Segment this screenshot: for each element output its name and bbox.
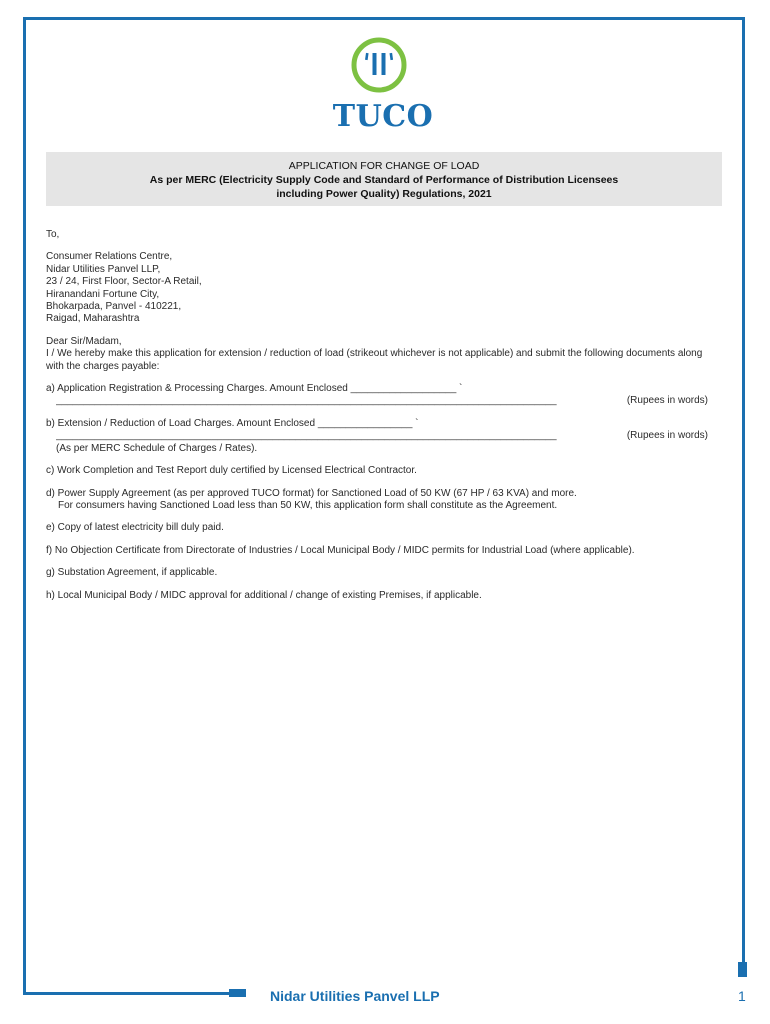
address-to: To,: [46, 229, 60, 240]
form-subtitle-line2: including Power Quality) Regulations, 2021: [276, 188, 492, 200]
item-b-note: (As per MERC Schedule of Charges / Rates).: [56, 442, 258, 454]
intro-text: I / We hereby make this application for extension / reduction of load (strikeout whichever is not applicable) and submit the following documents along with the charges payable:: [46, 348, 703, 372]
item-b-words-field[interactable]: __________________________________________________________________________________________: [56, 430, 557, 442]
item-d-line1: d) Power Supply Agreement (as per approved TUCO format) for Sanctioned Load of 50 KW (67 HP / 63 KVA) and more.: [46, 487, 577, 499]
address-line: Consumer Relations Centre,: [46, 251, 173, 263]
address-line: 23 / 24, First Floor, Sector-A Retail,: [46, 276, 202, 288]
tuco-logo: [330, 36, 436, 136]
item-a-words-row: [46, 395, 708, 407]
frame-corner-block-right: [738, 962, 747, 977]
logo-ring-icon: [350, 36, 408, 94]
item-a-words-label: (Rupees in words): [626, 395, 708, 407]
frame-top-border: [23, 17, 745, 20]
item-a-words-field[interactable]: __________________________________________________________________________________________: [56, 395, 557, 407]
address-line: Bhokarpada, Panvel - 410221,: [46, 301, 182, 313]
frame-bottom-border: [23, 992, 231, 995]
logo-brand-text: TUCO: [332, 99, 434, 134]
address-line: Nidar Utilities Panvel LLP,: [46, 263, 161, 275]
item-e: e) Copy of latest electricity bill duly paid.: [46, 522, 224, 534]
item-b-amount-line[interactable]: b) Extension / Reduction of Load Charges. Amount Enclosed _________________ `: [46, 417, 419, 429]
title-band: [46, 152, 722, 206]
item-h: h) Local Municipal Body / MIDC approval for additional / change of existing Premises, if applicable.: [46, 589, 482, 601]
item-c: c) Work Completion and Test Report duly certified by Licensed Electrical Contractor.: [46, 465, 417, 477]
item-b-words-row: [46, 430, 708, 442]
footer-company-name: Nidar Utilities Panvel LLP: [270, 988, 440, 1004]
item-b-words-label: (Rupees in words): [626, 430, 708, 442]
address-line: Raigad, Maharashtra: [46, 313, 140, 325]
item-f: f) No Objection Certificate from Directorate of Industries / Local Municipal Body / MIDC permits for Industrial Load (where applicable).: [46, 544, 635, 556]
page-number: 1: [738, 988, 746, 1004]
item-d-line2: For consumers having Sanctioned Load less than 50 KW, this application form shall constitute as the Agreement.: [58, 499, 558, 511]
frame-corner-block-bottom: [229, 989, 246, 997]
item-g: g) Substation Agreement, if applicable.: [46, 567, 218, 579]
frame-left-border: [23, 17, 26, 995]
item-a-amount-line[interactable]: a) Application Registration & Processing Charges. Amount Enclosed ___________________ `: [46, 383, 463, 395]
frame-right-border: [742, 17, 745, 977]
address-line: Hiranandani Fortune City,: [46, 288, 160, 300]
form-title: APPLICATION FOR CHANGE OF LOAD: [288, 160, 480, 172]
form-subtitle-line1: As per MERC (Electricity Supply Code and Standard of Performance of Distribution Licensees: [149, 174, 619, 186]
salutation: Dear Sir/Madam,: [46, 335, 122, 347]
letter-body: [46, 229, 708, 602]
